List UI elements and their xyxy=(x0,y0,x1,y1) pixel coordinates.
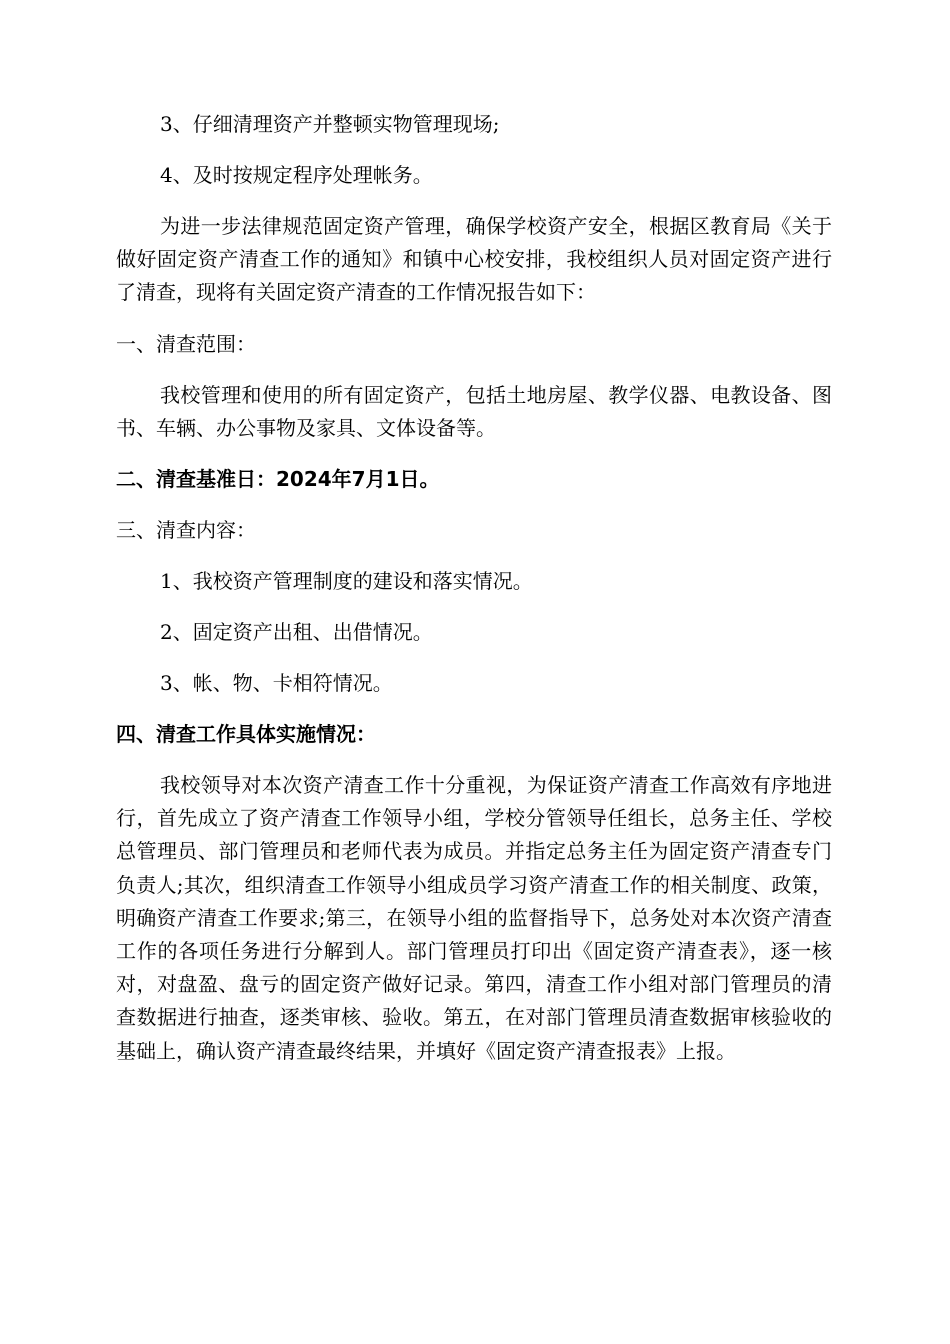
paragraph-implementation: 我校领导对本次资产清查工作十分重视，为保证资产清查工作高效有序地进行，首先成立了资产清查工作领导小组，学校分管领导任组长，总务主任、学校总管理员、部门管理员和老师代表为成员。并指定总务主任为固定资产清查专门负责人;其次，组织清查工作领导小组成员学习资产清查工作的相关制度、政策，明确资产清查工作要求;第三，在领导小组的监督指导下，总务处对本次资产清查工作的各项任务进行分解到人。部门管理员打印出《固定资产清查表》，逐一核对，对盘盈、盘亏的固定资产做好记录。第四，清查工作小组对部门管理员的清查数据进行抽查，逐类审核、验收。第五，在对部门管理员清查数据审核验收的基础上，确认资产清查最终结果，并填好《固定资产清查报表》上报。 xyxy=(116,773,832,1063)
section-heading-content: 三、清查内容： xyxy=(116,518,256,543)
paragraph-item-4: 4、及时按规定程序处理帐务。 xyxy=(160,163,433,187)
paragraph-scope: 我校管理和使用的所有固定资产，包括土地房屋、教学仪器、电教设备、图书、车辆、办公事物及家具、文体设备等。 xyxy=(116,382,832,440)
content-item-2: 2、固定资产出租、出借情况。 xyxy=(160,620,433,645)
content-item-3: 3、帐、物、卡相符情况。 xyxy=(160,671,393,696)
content-item-1: 1、我校资产管理制度的建设和落实情况。 xyxy=(160,569,533,594)
document-page xyxy=(116,108,832,1086)
section-heading-implementation: 四、清查工作具体实施情况： xyxy=(116,722,376,747)
paragraph-item-3: 3、仔细清理资产并整顿实物管理现场; xyxy=(160,112,500,136)
section-heading-scope: 一、清查范围： xyxy=(116,331,256,356)
section-heading-base-date: 二、清查基准日：2024年7月1日。 xyxy=(116,467,440,492)
paragraph-intro: 为进一步法律规范固定资产管理，确保学校资产安全，根据区教育局《关于做好固定资产清查工作的通知》和镇中心校安排，我校组织人员对固定资产进行了清查，现将有关固定资产清查的工作情况报告如下： xyxy=(116,214,832,305)
